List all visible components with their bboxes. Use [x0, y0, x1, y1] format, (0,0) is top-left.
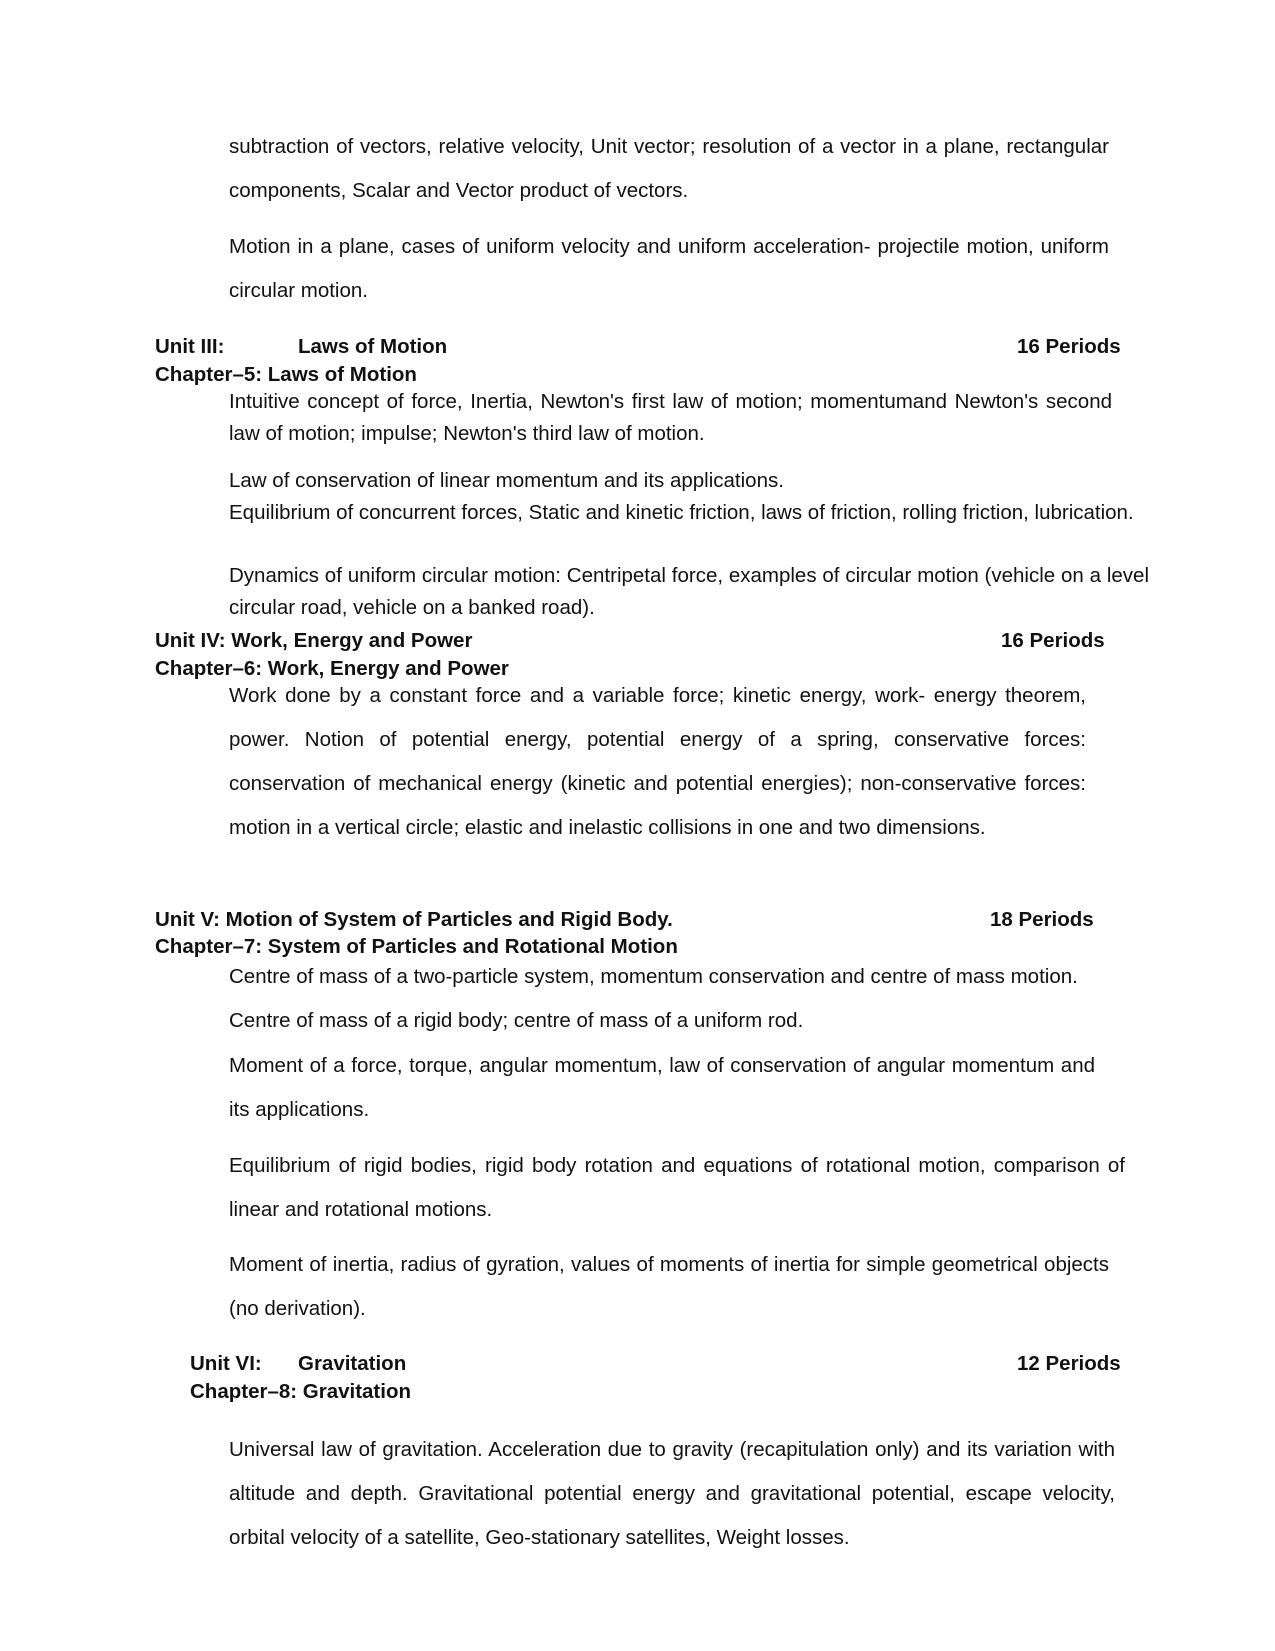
unit-3-periods: 16 Periods	[1017, 335, 1121, 358]
chapter-6-heading: Chapter–6: Work, Energy and Power	[155, 657, 509, 680]
unit-3-paragraph-3: Equilibrium of concurrent forces, Static and kinetic friction, laws of friction, rolling friction, lubrication.	[229, 501, 1134, 524]
unit-5-paragraph-3: Moment of a force, torque, angular momentum, law of conservation of angular momentum and its applications.	[229, 1054, 1095, 1121]
intro-paragraph-motion-in-plane: Motion in a plane, cases of uniform velocity and uniform acceleration- projectile motion, uniform circular motion.	[229, 235, 1109, 302]
unit-4-heading	[155, 627, 1125, 655]
unit-4-paragraph-1: Work done by a constant force and a variable force; kinetic energy, work- energy theorem, power. Notion of potential energy, potential energy of a spring, conservative forces: conservation of mechanical energy (kinetic and potential energies); non-conservative forces: motion in a vertical circle; elastic and inelastic collisions in one and two dimensions.	[229, 684, 1086, 839]
chapter-5-heading: Chapter–5: Laws of Motion	[155, 363, 417, 386]
unit-3-title: Laws of Motion	[298, 335, 448, 358]
chapter-7-heading: Chapter–7: System of Particles and Rotational Motion	[155, 935, 678, 958]
unit-6-label: Unit VI:	[190, 1352, 262, 1375]
unit-3-heading	[155, 333, 1125, 361]
unit-6-periods: 12 Periods	[1017, 1352, 1121, 1375]
unit-5-paragraph-2: Centre of mass of a rigid body; centre of mass of a uniform rod.	[229, 1009, 804, 1032]
unit-5-paragraph-4: Equilibrium of rigid bodies, rigid body rotation and equations of rotational motion, comparison of linear and rotational motions.	[229, 1154, 1125, 1221]
intro-paragraph-vectors: subtraction of vectors, relative velocity, Unit vector; resolution of a vector in a plane, rectangular components, Scalar and Vector product of vectors.	[229, 135, 1109, 202]
unit-4-periods: 16 Periods	[1001, 629, 1105, 652]
unit-5-heading	[155, 906, 1125, 934]
unit-5-periods: 18 Periods	[990, 908, 1094, 931]
unit-3-label: Unit III:	[155, 335, 225, 358]
chapter-8-heading: Chapter–8: Gravitation	[190, 1380, 411, 1403]
unit-4-label: Unit IV: Work, Energy and Power	[155, 629, 473, 652]
unit-3-paragraph-2: Law of conservation of linear momentum and its applications.	[229, 469, 784, 492]
unit-6-paragraph-1: Universal law of gravitation. Acceleration due to gravity (recapitulation only) and its variation with altitude and depth. Gravitational potential energy and gravitational potential, escape velocity, orbital velocity of a satellite, Geo-stationary satellites, Weight losses.	[229, 1438, 1115, 1549]
unit-6-heading	[190, 1350, 1125, 1378]
unit-3-paragraph-1: Intuitive concept of force, Inertia, Newton's first law of motion; momentumand Newton's second law of motion; impulse; Newton's third law of motion.	[229, 390, 1112, 445]
unit-3-paragraph-4: Dynamics of uniform circular motion: Centripetal force, examples of circular motion (vehicle on a level circular road, vehicle on a banked road).	[229, 564, 1149, 619]
unit-5-label: Unit V: Motion of System of Particles and Rigid Body.	[155, 908, 673, 931]
unit-6-title: Gravitation	[298, 1352, 407, 1375]
unit-5-paragraph-1: Centre of mass of a two-particle system, momentum conservation and centre of mass motion.	[229, 965, 1078, 988]
unit-5-paragraph-5: Moment of inertia, radius of gyration, values of moments of inertia for simple geometrical objects (no derivation).	[229, 1253, 1109, 1320]
